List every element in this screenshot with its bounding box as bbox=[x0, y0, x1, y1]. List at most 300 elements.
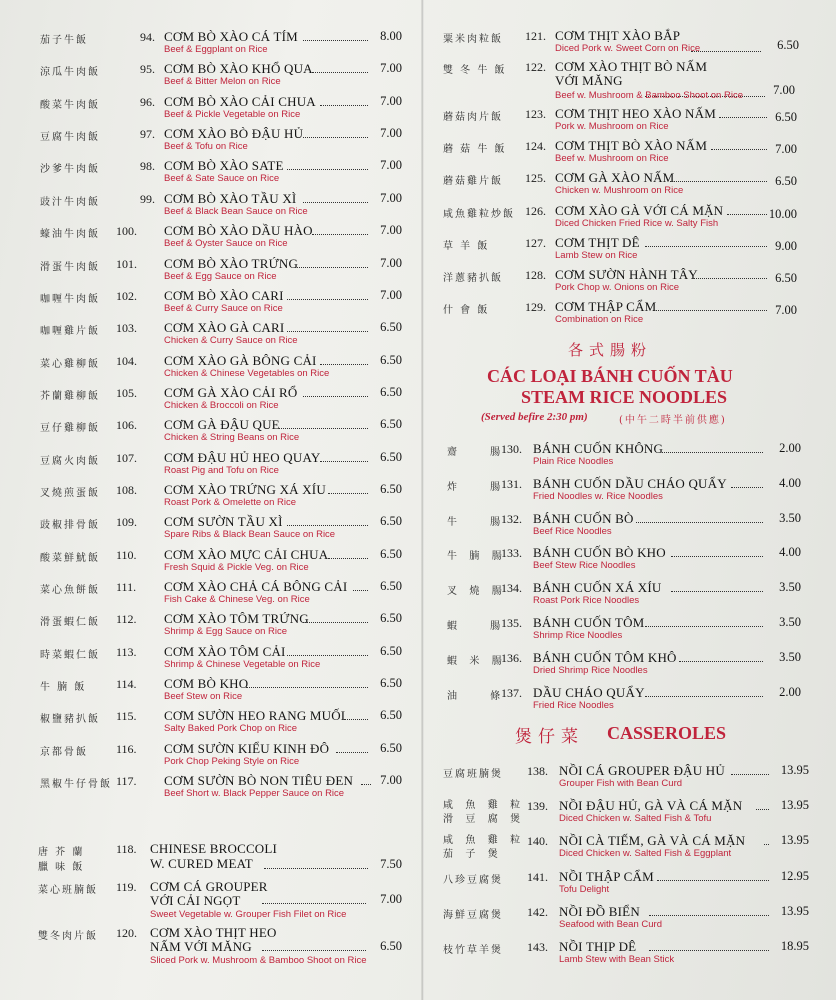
item-number: 129. bbox=[525, 300, 546, 315]
item-chinese-name: 咖喱雞片飯 bbox=[40, 326, 100, 338]
menu-item-110 bbox=[0, 545, 421, 575]
item-vietnamese-name: CƠM BÒ XÀO CẢI CHUA bbox=[164, 93, 316, 109]
noodle-section-chinese-title: 各式腸粉 bbox=[568, 341, 653, 359]
item-price: 3.50 bbox=[779, 615, 801, 629]
item-vietnamese-name: NẤM VỚI MĂNG bbox=[150, 939, 252, 954]
item-number: 103. bbox=[116, 321, 137, 336]
item-vietnamese-name: CƠM SƯỜN HEO RANG MUỐI bbox=[164, 708, 346, 724]
menu-item-109 bbox=[0, 512, 421, 542]
item-price: 7.00 bbox=[380, 61, 402, 76]
item-english-name: Tofu Delight bbox=[559, 883, 610, 895]
leader-dots bbox=[320, 104, 368, 106]
item-vietnamese-name: CƠM BÒ XÀO CÁ TÍM bbox=[164, 29, 298, 44]
item-english-name: Roast Pig and Tofu on Rice bbox=[164, 464, 279, 476]
item-number: 143. bbox=[527, 940, 548, 954]
leader-dots bbox=[303, 39, 368, 41]
item-english-name: Pork w. Mushroom on Rice bbox=[555, 121, 669, 132]
leader-dots bbox=[287, 168, 368, 170]
item-english-name: Pork Chop Peking Style on Rice bbox=[164, 755, 300, 767]
item-chinese-name: 齋 腸 bbox=[447, 447, 503, 458]
item-english-name: Fried Noodles w. Rice Noodles bbox=[533, 490, 663, 502]
leader-dots bbox=[279, 427, 368, 429]
leader-dots bbox=[303, 136, 368, 138]
item-chinese-name: 菜心班腩飯 bbox=[38, 885, 98, 896]
menu-item-115 bbox=[0, 706, 421, 736]
item-english-name: Diced Chicken Fried Rice w. Salty Fish bbox=[555, 217, 719, 229]
item-number: 95. bbox=[140, 62, 155, 77]
item-price: 6.50 bbox=[380, 384, 402, 399]
item-vietnamese-name: CƠM BÒ XÀO TRỨNG bbox=[164, 255, 299, 271]
item-price: 12.95 bbox=[780, 868, 809, 883]
item-chinese-name: 豆腐班腩煲 bbox=[443, 769, 503, 780]
item-number: 98. bbox=[140, 159, 155, 174]
leader-dots bbox=[671, 590, 763, 592]
item-english-name: Fish Cake & Chinese Veg. on Rice bbox=[164, 594, 310, 605]
item-price: 6.50 bbox=[775, 271, 797, 285]
menu-item-142 bbox=[425, 902, 836, 934]
leader-dots bbox=[312, 233, 368, 235]
item-number: 141. bbox=[527, 869, 548, 884]
item-price: 4.00 bbox=[779, 545, 801, 560]
leader-dots bbox=[653, 309, 767, 311]
item-english-name: Grouper Fish with Bean Curd bbox=[559, 778, 683, 789]
item-chinese-name: 洋蔥豬扒飯 bbox=[443, 273, 503, 284]
item-number: 104. bbox=[116, 353, 137, 368]
item-english-name: Shrimp Rice Noodles bbox=[533, 630, 623, 641]
item-english-name: Chicken & Curry Sauce on Rice bbox=[164, 335, 298, 347]
item-vietnamese-name: CƠM SƯỜN BÒ NON TIÊU ĐEN bbox=[164, 773, 354, 789]
item-number: 115. bbox=[116, 709, 137, 724]
item-chinese-name: 牛 腸 bbox=[447, 516, 503, 528]
item-price: 7.00 bbox=[380, 223, 402, 238]
item-number: 139. bbox=[527, 799, 548, 814]
item-english-name: Beef & Black Bean Sauce on Rice bbox=[164, 205, 308, 217]
item-price: 13.95 bbox=[780, 763, 809, 777]
item-vietnamese-name: CƠM XÀO GÀ VỚI CÁ MẶN bbox=[555, 202, 724, 218]
item-chinese-name: 海鮮豆腐煲 bbox=[443, 909, 503, 921]
leader-dots bbox=[287, 524, 368, 526]
leader-dots bbox=[645, 245, 767, 247]
item-english-name: Beef & Pickle Vegetable on Rice bbox=[164, 108, 301, 120]
item-english-name: Diced Chicken w. Salted Fish & Tofu bbox=[559, 813, 712, 825]
item-chinese-name: 蠔油牛肉飯 bbox=[40, 229, 100, 241]
item-vietnamese-name: CƠM BÒ KHO bbox=[164, 676, 249, 691]
item-vietnamese-name: NỒI CÀ TIẾM, GÀ VÀ CÁ MẶN bbox=[559, 833, 746, 849]
item-number: 111. bbox=[116, 580, 137, 594]
menu-item-107 bbox=[0, 448, 421, 478]
item-chinese-name: 茄 子 煲 bbox=[443, 849, 500, 861]
item-price: 7.00 bbox=[380, 892, 402, 906]
item-vietnamese-name: BÁNH CUỐN KHÔNG bbox=[533, 441, 664, 456]
item-number: 110. bbox=[116, 547, 137, 562]
item-vietnamese-name: CƠM SƯỜN HÀNH TÂY bbox=[555, 267, 698, 282]
leader-dots bbox=[657, 879, 769, 881]
item-english-name: Chicken & Chinese Vegetables on Rice bbox=[164, 367, 330, 379]
leader-dots bbox=[287, 298, 368, 300]
item-english-name: Combination on Rice bbox=[555, 314, 644, 326]
menu-item-143 bbox=[425, 937, 836, 969]
item-price: 7.00 bbox=[380, 158, 402, 173]
item-english-name: Dried Shrimp Rice Noodles bbox=[533, 664, 648, 676]
item-chinese-name: 雙冬肉片飯 bbox=[38, 931, 98, 942]
item-chinese-name: 油 條 bbox=[447, 690, 503, 702]
item-number: 134. bbox=[501, 581, 522, 596]
item-number: 140. bbox=[527, 834, 548, 849]
leader-dots bbox=[649, 949, 769, 951]
item-chinese-name: 黑椒牛仔骨飯 bbox=[40, 779, 112, 791]
item-english-name: Sweet Vegetable w. Grouper Fish Filet on Rice bbox=[150, 909, 347, 920]
item-number: 113. bbox=[116, 644, 137, 659]
item-vietnamese-name: CƠM THỊT BÒ XÀO NẤM bbox=[555, 138, 708, 154]
item-price: 6.50 bbox=[380, 514, 402, 529]
item-chinese-name: 蝦 米 腸 bbox=[447, 655, 504, 667]
item-chinese-name: 豆腐火肉飯 bbox=[40, 455, 100, 467]
menu-item-132 bbox=[425, 509, 836, 539]
menu-item-130 bbox=[425, 439, 836, 469]
menu-item-106 bbox=[0, 415, 421, 445]
item-chinese-name: 菜心魚餅飯 bbox=[40, 585, 100, 596]
item-number: 109. bbox=[116, 515, 137, 530]
item-number: 99. bbox=[140, 191, 155, 206]
item-price: 13.95 bbox=[780, 798, 809, 813]
item-chinese-name: 滑蛋牛肉飯 bbox=[40, 261, 100, 273]
item-chinese-name: 蘑 菇 牛 飯 bbox=[443, 144, 507, 156]
noodle-section-title: CÁC LOẠI BÁNH CUỐN TÀU bbox=[487, 366, 733, 386]
item-number: 107. bbox=[116, 450, 137, 465]
item-chinese-name: 椒鹽豬扒飯 bbox=[40, 714, 100, 726]
item-chinese-name: 茄子牛飯 bbox=[40, 35, 88, 46]
item-price: 6.50 bbox=[380, 740, 402, 755]
item-english-name: Fresh Squid & Pickle Veg. on Rice bbox=[164, 561, 309, 573]
item-vietnamese-name: CƠM THỊT HEO XÀO NẤM bbox=[555, 106, 716, 121]
item-chinese-name: 叉 燒 腸 bbox=[447, 586, 504, 598]
menu-item-108 bbox=[0, 480, 421, 510]
item-price: 7.00 bbox=[773, 83, 795, 97]
menu-item-129 bbox=[425, 297, 836, 327]
item-number: 130. bbox=[501, 442, 522, 456]
item-number: 126. bbox=[525, 203, 546, 218]
item-vietnamese-name: BÁNH CUỐN TÔM bbox=[533, 615, 645, 630]
item-chinese-name: 芥蘭雞柳飯 bbox=[40, 390, 100, 402]
item-chinese-name: 時菜蝦仁飯 bbox=[40, 649, 100, 661]
leader-dots bbox=[246, 686, 368, 688]
leader-dots bbox=[303, 395, 368, 397]
item-number: 96. bbox=[140, 94, 155, 109]
item-number: 117. bbox=[116, 774, 137, 789]
item-number: 105. bbox=[116, 385, 137, 400]
item-price: 6.50 bbox=[380, 939, 402, 953]
item-english-name: Beef & Bitter Melon on Rice bbox=[164, 76, 281, 88]
leader-dots bbox=[287, 654, 368, 656]
item-price: 7.00 bbox=[775, 142, 797, 157]
item-number: 101. bbox=[116, 256, 137, 271]
item-chinese-name: 酸菜鮮魷飯 bbox=[40, 552, 100, 564]
leader-dots bbox=[691, 50, 761, 52]
item-number: 128. bbox=[525, 268, 546, 282]
item-chinese-name: 蘑菇雞片飯 bbox=[443, 176, 503, 188]
item-price: 6.50 bbox=[380, 352, 402, 367]
item-chinese-name: 牛 腩 腸 bbox=[447, 551, 504, 563]
menu-item-137 bbox=[425, 683, 836, 713]
item-vietnamese-name: NỒI ĐẬU HỦ, GÀ VÀ CÁ MẶN bbox=[559, 798, 743, 814]
item-chinese-name: 炸 腸 bbox=[447, 481, 503, 493]
item-price: 6.50 bbox=[775, 110, 797, 124]
item-vietnamese-name: NỒI CÁ GROUPER ĐẬU HỦ bbox=[559, 763, 725, 778]
item-vietnamese-name: CƠM GÀ XÀO NẤM bbox=[555, 170, 675, 186]
menu-item-135 bbox=[425, 613, 836, 643]
item-vietnamese-name: CƠM GÀ XÀO CẢI RỔ bbox=[164, 384, 298, 400]
item-chinese-name: 八珍豆腐煲 bbox=[443, 874, 503, 886]
menu-item-102 bbox=[0, 286, 421, 316]
leader-dots bbox=[679, 660, 763, 662]
item-vietnamese-name: VỚI MĂNG bbox=[555, 73, 623, 88]
leader-dots bbox=[312, 71, 368, 73]
item-vietnamese-name: CƠM XÀO TÔM TRỨNG bbox=[164, 611, 309, 627]
item-number: 97. bbox=[140, 127, 155, 142]
item-chinese-name: 咖喱牛肉飯 bbox=[40, 293, 100, 305]
item-english-name: Beef w. Mushroom on Rice bbox=[555, 153, 669, 165]
casserole-section-title: CASSEROLES bbox=[607, 723, 727, 743]
item-number: 121. bbox=[525, 29, 546, 43]
item-chinese-name: 枝竹草羊煲 bbox=[443, 945, 503, 956]
item-number: 106. bbox=[116, 418, 137, 433]
item-english-name: Spare Ribs & Black Bean Sauce on Rice bbox=[164, 529, 336, 541]
item-number: 127. bbox=[525, 235, 546, 250]
item-english-name: Roast Pork & Omelette on Rice bbox=[164, 496, 296, 508]
item-price: 8.00 bbox=[380, 29, 402, 43]
item-english-name: Beef Stew Rice Noodles bbox=[533, 560, 636, 572]
item-price: 18.95 bbox=[780, 939, 809, 953]
item-number: 122. bbox=[525, 60, 546, 74]
item-english-name: Beef & Eggplant on Rice bbox=[164, 44, 268, 55]
menu-item-128 bbox=[425, 265, 836, 295]
item-number: 135. bbox=[501, 616, 522, 630]
item-english-name: Beef & Oyster Sauce on Rice bbox=[164, 238, 288, 250]
menu-item-112 bbox=[0, 609, 421, 639]
item-vietnamese-name: CƠM XÀO MỰC CẢI CHUA bbox=[164, 546, 329, 562]
item-vietnamese-name: BÁNH CUỐN XÁ XÍU bbox=[533, 580, 662, 596]
item-vietnamese-name: CƠM ĐẬU HỦ HEO QUAY bbox=[164, 449, 321, 465]
item-english-name: Beef & Egg Sauce on Rice bbox=[164, 270, 277, 282]
menu-item-124 bbox=[425, 136, 836, 166]
item-price: 3.50 bbox=[779, 510, 801, 525]
item-price: 9.00 bbox=[775, 238, 797, 253]
item-chinese-name: 咸 魚 雞 粒 bbox=[443, 835, 523, 847]
item-number: 100. bbox=[116, 224, 137, 239]
item-english-name: Beef Short w. Black Pepper Sauce on Rice bbox=[164, 788, 345, 800]
item-chinese-name: 涼瓜牛肉飯 bbox=[40, 67, 100, 79]
item-number: 138. bbox=[527, 764, 548, 778]
item-price: 7.00 bbox=[380, 255, 402, 270]
menu-item-126 bbox=[425, 201, 836, 231]
item-vietnamese-name: CƠM THỊT XÀO BẮP bbox=[555, 28, 681, 43]
item-english-name: Seafood with Bean Curd bbox=[559, 918, 662, 930]
menu-item-116 bbox=[0, 739, 421, 769]
menu-item-96 bbox=[0, 92, 421, 122]
leader-dots bbox=[671, 555, 763, 557]
item-english-name: Beef Rice Noodles bbox=[533, 525, 612, 537]
item-vietnamese-name: CƠM GÀ ĐẬU QUE bbox=[164, 417, 280, 433]
leader-dots bbox=[320, 363, 368, 365]
item-vietnamese-name: BÁNH CUỐN BÒ KHO bbox=[533, 545, 666, 561]
item-english-name: Pork Chop w. Onions on Rice bbox=[555, 282, 680, 293]
menu-item-139 bbox=[425, 796, 836, 828]
leader-dots bbox=[649, 914, 769, 916]
leader-dots bbox=[262, 949, 366, 951]
menu-item-117 bbox=[0, 771, 421, 801]
menu-item-125 bbox=[425, 168, 836, 198]
item-english-name: Shrimp & Egg Sauce on Rice bbox=[164, 626, 288, 638]
leader-dots bbox=[662, 451, 763, 453]
noodle-section-note-chinese: (中午二時半前供應) bbox=[619, 415, 727, 426]
item-price: 3.50 bbox=[779, 580, 801, 595]
menu-item-114 bbox=[0, 674, 421, 704]
item-chinese-name: 沙爹牛肉飯 bbox=[40, 164, 100, 176]
leader-dots bbox=[303, 621, 368, 623]
item-chinese-name: 菜心雞柳飯 bbox=[40, 358, 100, 370]
item-vietnamese-name: W. CURED MEAT bbox=[150, 856, 253, 871]
item-vietnamese-name: CƠM XÀO GÀ CARI bbox=[164, 320, 285, 336]
item-chinese-name: 唐 芥 蘭 bbox=[38, 847, 85, 858]
item-price: 6.50 bbox=[380, 546, 402, 561]
menu-item-136 bbox=[425, 648, 836, 678]
item-number: 133. bbox=[501, 546, 522, 561]
item-price: 6.50 bbox=[380, 417, 402, 432]
item-vietnamese-name: NỒI THẬP CẨM bbox=[559, 868, 654, 884]
leader-dots bbox=[264, 867, 368, 869]
item-chinese-name: 咸 魚 雞 粒 bbox=[443, 800, 523, 812]
item-vietnamese-name: CƠM XÀO BÒ ĐẬU HỦ bbox=[164, 126, 304, 142]
item-english-name: Chicken & String Beans on Rice bbox=[164, 432, 300, 444]
item-price: 13.95 bbox=[780, 833, 809, 848]
item-english-name: Roast Pork Rice Noodles bbox=[533, 595, 640, 607]
item-chinese-name: 滑蛋蝦仁飯 bbox=[40, 617, 100, 629]
item-price: 6.50 bbox=[380, 449, 402, 464]
item-vietnamese-name: CƠM BÒ XÀO DẦU HÀO bbox=[164, 223, 313, 239]
item-chinese-name: 蘑菇肉片飯 bbox=[443, 112, 503, 123]
item-english-name: Chicken w. Mushroom on Rice bbox=[555, 185, 684, 197]
item-english-name: Beef & Sate Sauce on Rice bbox=[164, 173, 280, 185]
item-number: 114. bbox=[116, 677, 137, 691]
item-price: 10.00 bbox=[768, 206, 797, 221]
item-vietnamese-name: CƠM XÀO THỊT HEO bbox=[150, 925, 277, 940]
item-price: 7.50 bbox=[380, 857, 402, 871]
item-chinese-name: 什 會 飯 bbox=[443, 305, 490, 317]
leader-dots bbox=[262, 902, 366, 904]
menu-item-111 bbox=[0, 577, 421, 607]
item-chinese-name: 酸菜牛肉飯 bbox=[40, 99, 100, 111]
item-number: 116. bbox=[116, 741, 137, 756]
item-chinese-name: 草 羊 飯 bbox=[443, 240, 490, 252]
item-price: 6.50 bbox=[775, 174, 797, 189]
item-number: 123. bbox=[525, 107, 546, 121]
item-english-name: Beef Stew on Rice bbox=[164, 691, 243, 702]
leader-dots bbox=[645, 625, 763, 627]
item-price: 6.50 bbox=[380, 643, 402, 658]
item-vietnamese-name: CƠM CÁ GROUPER bbox=[150, 879, 268, 894]
item-price: 7.00 bbox=[380, 773, 402, 788]
menu-item-101 bbox=[0, 254, 421, 284]
item-price: 6.50 bbox=[380, 481, 402, 496]
menu-item-133 bbox=[425, 543, 836, 573]
item-vietnamese-name: CƠM SƯỜN TẦU XÌ bbox=[164, 514, 283, 530]
item-chinese-name: 蝦 腸 bbox=[447, 621, 503, 632]
item-vietnamese-name: BÁNH CUỐN BÒ bbox=[533, 510, 634, 526]
item-number: 119. bbox=[116, 880, 137, 894]
menu-item-103 bbox=[0, 318, 421, 348]
item-number: 94. bbox=[140, 30, 155, 44]
item-price: 6.50 bbox=[380, 611, 402, 626]
item-chinese-name: 臘 味 飯 bbox=[38, 862, 85, 873]
item-vietnamese-name: BÁNH CUỐN DẦU CHÁO QUẨY bbox=[533, 475, 727, 491]
item-vietnamese-name: CƠM BÒ XÀO TẦU XÌ bbox=[164, 190, 297, 206]
item-vietnamese-name: NỒI THỊP DÊ bbox=[559, 939, 637, 954]
item-price: 6.50 bbox=[380, 579, 402, 593]
item-vietnamese-name: CƠM THỊT DÊ bbox=[555, 234, 640, 250]
menu-item-104 bbox=[0, 351, 421, 381]
item-price: 13.95 bbox=[780, 903, 809, 918]
item-number: 132. bbox=[501, 511, 522, 526]
item-vietnamese-name: CƠM THẬP CẨM bbox=[555, 299, 657, 315]
item-number: 124. bbox=[525, 139, 546, 154]
item-chinese-name: 豆腐牛肉飯 bbox=[40, 132, 100, 144]
item-chinese-name: 京都骨飯 bbox=[40, 746, 88, 758]
item-vietnamese-name: CƠM BÒ XÀO SATE bbox=[164, 158, 284, 174]
item-price: 6.50 bbox=[380, 676, 402, 690]
item-number: 125. bbox=[525, 171, 546, 186]
item-number: 131. bbox=[501, 476, 522, 491]
casserole-section-chinese-title: 煲仔菜 bbox=[515, 727, 584, 747]
menu-item-134 bbox=[425, 578, 836, 608]
menu-item-127 bbox=[425, 233, 836, 263]
item-vietnamese-name: NỒI ĐỒ BIỂN bbox=[559, 903, 640, 919]
menu-item-97 bbox=[0, 124, 421, 154]
item-english-name: Salty Baked Pork Chop on Rice bbox=[164, 723, 298, 735]
item-vietnamese-name: CƠM BÒ XÀO KHỔ QUA bbox=[164, 61, 313, 77]
menu-item-123 bbox=[425, 104, 836, 134]
item-number: 118. bbox=[116, 842, 137, 856]
item-price: 3.50 bbox=[779, 649, 801, 664]
item-chinese-name: 豉椒排骨飯 bbox=[40, 520, 100, 532]
leader-dots bbox=[295, 266, 368, 268]
item-number: 108. bbox=[116, 482, 137, 497]
item-price: 7.00 bbox=[380, 190, 402, 205]
item-chinese-name: 牛 腩 飯 bbox=[40, 682, 87, 693]
menu-item-99 bbox=[0, 189, 421, 219]
menu-item-131 bbox=[425, 474, 836, 504]
item-number: 136. bbox=[501, 650, 522, 665]
item-vietnamese-name: CHINESE BROCCOLI bbox=[150, 841, 278, 856]
item-english-name: Chicken & Broccoli on Rice bbox=[164, 399, 279, 411]
item-chinese-name: 豆仔雞柳飯 bbox=[40, 423, 100, 435]
item-price: 2.00 bbox=[779, 684, 801, 699]
item-price: 6.50 bbox=[380, 320, 402, 335]
item-number: 102. bbox=[116, 288, 137, 303]
menu-item-138 bbox=[425, 761, 836, 793]
item-english-name: Beef & Curry Sauce on Rice bbox=[164, 302, 283, 314]
item-vietnamese-name: CƠM SƯỜN KIỂU KINH ĐÔ bbox=[164, 740, 330, 756]
item-chinese-name: 雙 冬 牛 飯 bbox=[443, 65, 507, 76]
item-english-name: Plain Rice Noodles bbox=[533, 456, 614, 467]
item-price: 4.00 bbox=[779, 475, 801, 490]
item-price: 7.00 bbox=[380, 287, 402, 302]
item-english-name: Beef & Tofu on Rice bbox=[164, 141, 248, 153]
item-english-name: Fried Rice Noodles bbox=[533, 699, 614, 711]
item-english-name: Lamb Stew on Rice bbox=[555, 249, 638, 261]
menu-item-94 bbox=[0, 27, 421, 57]
item-vietnamese-name: CƠM BÒ XÀO CARI bbox=[164, 287, 284, 303]
item-chinese-name: 粟米肉粒飯 bbox=[443, 34, 503, 45]
